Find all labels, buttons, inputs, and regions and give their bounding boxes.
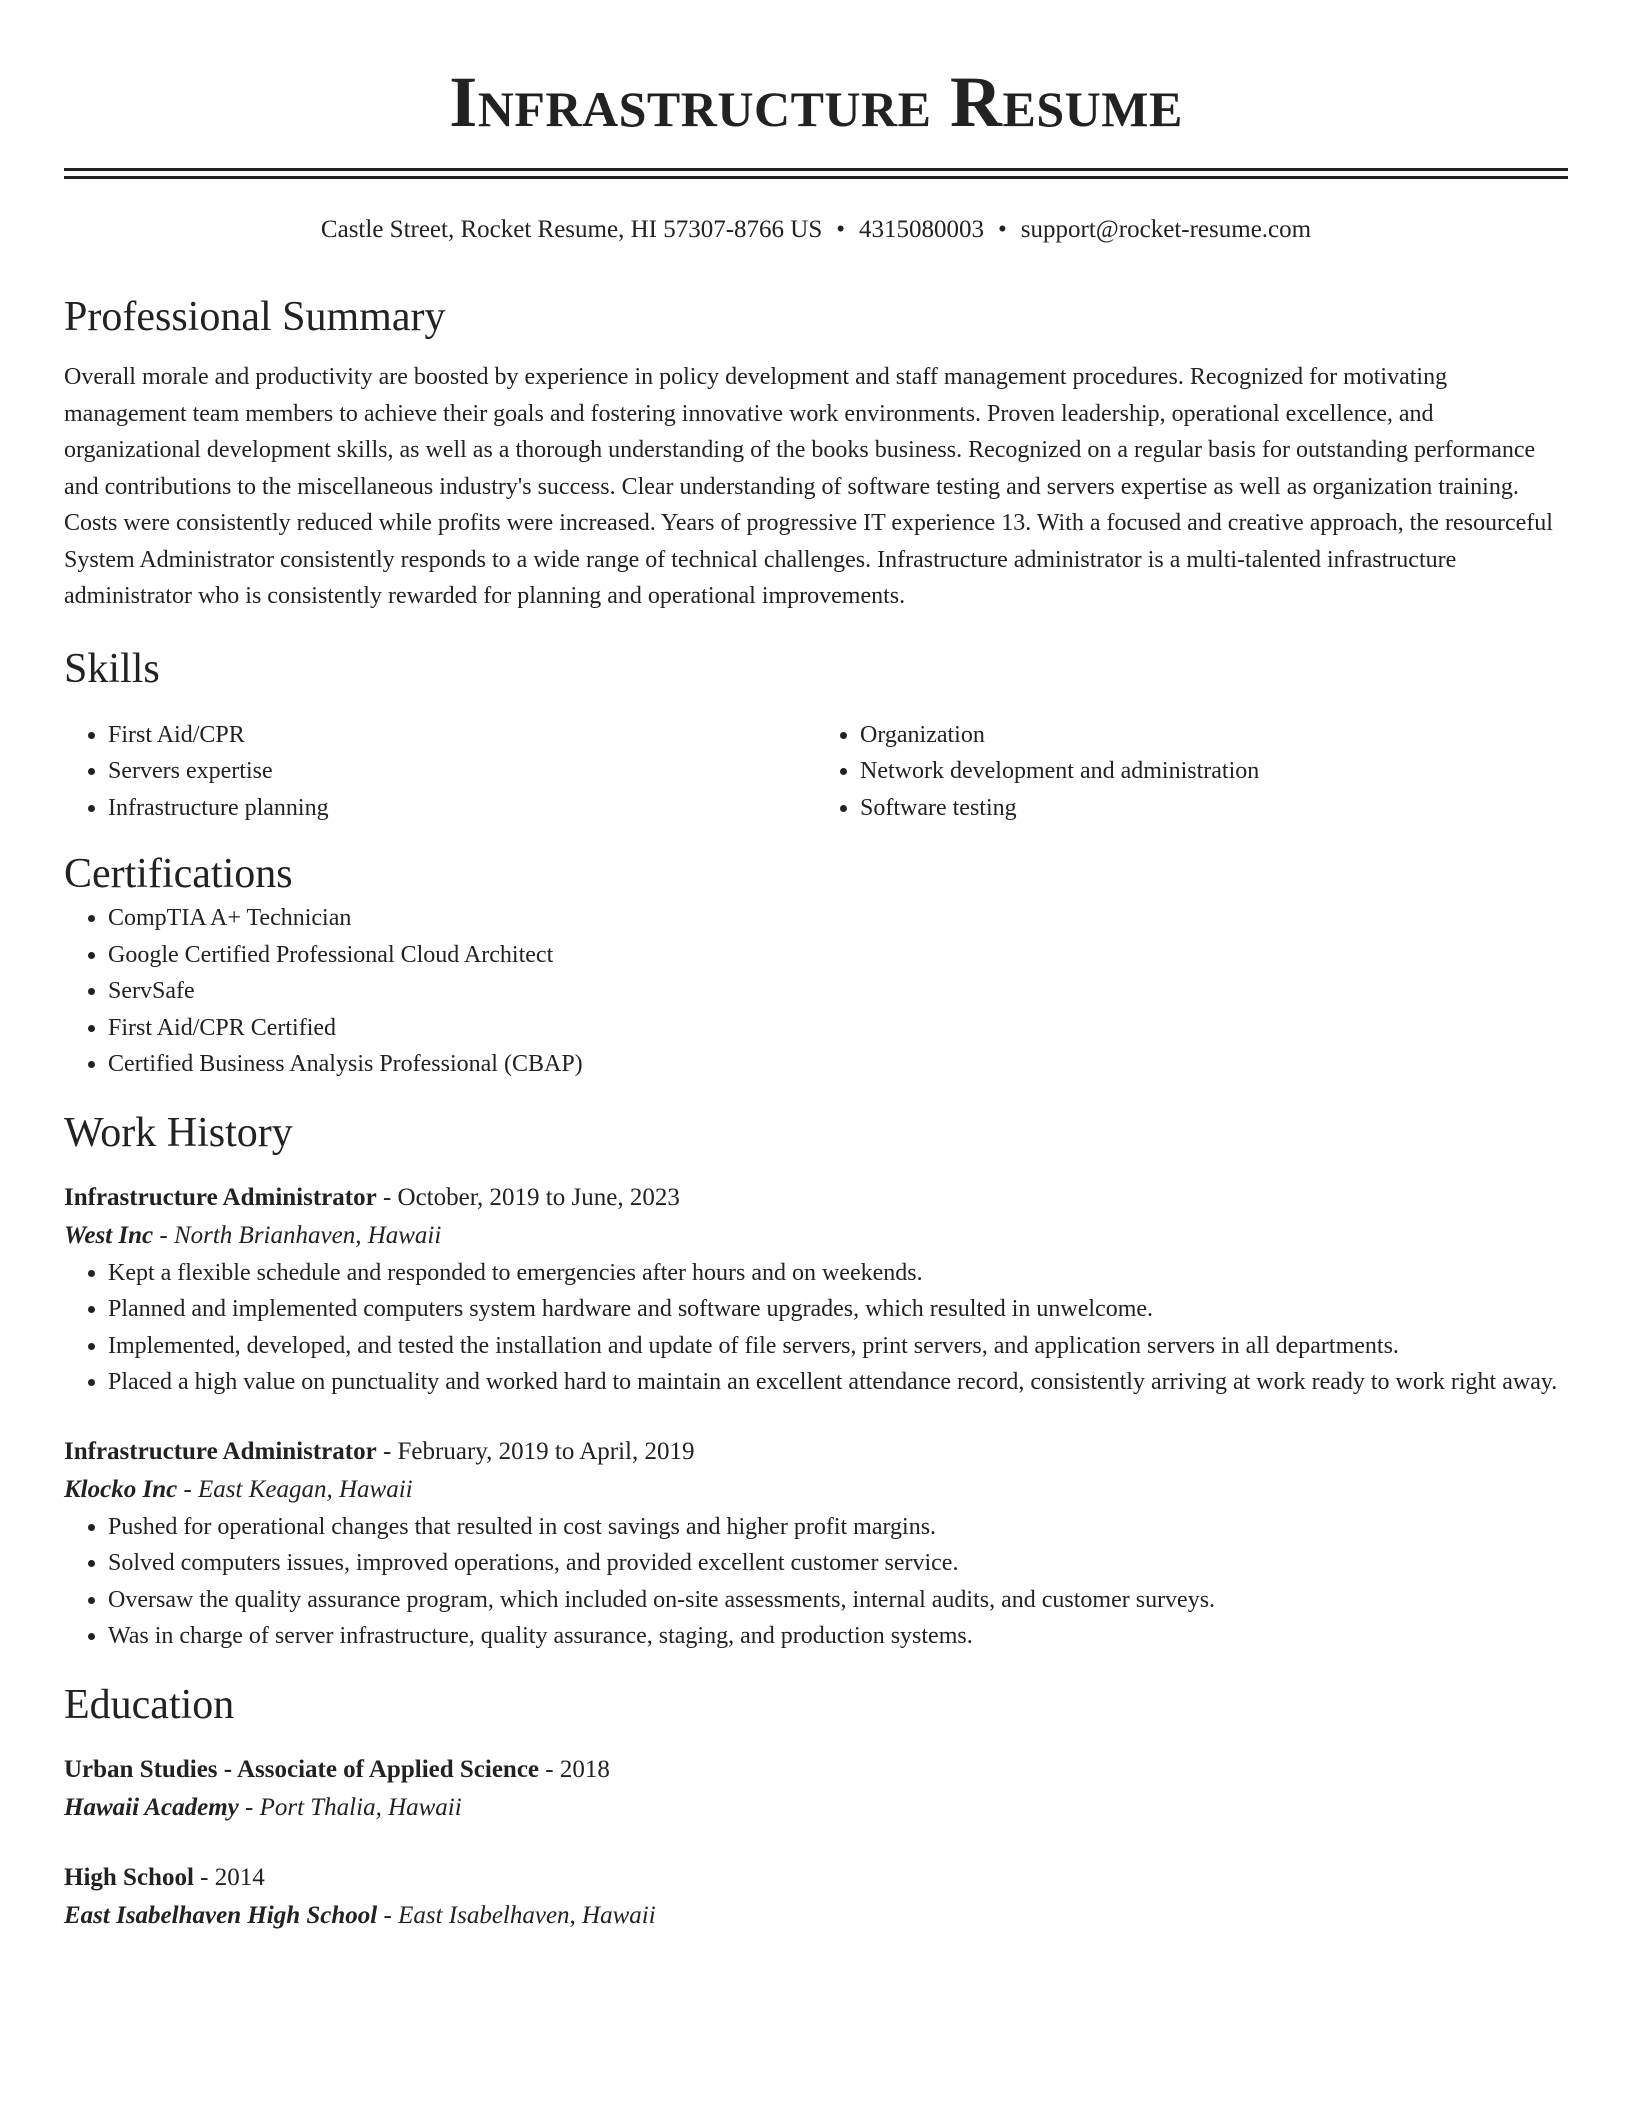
certifications-heading: Certifications (64, 851, 293, 897)
job-bullet: • Placed a high value on punctuality and worked hard to maintain an excellent attendance record, consistently arriving at work ready to work right away. (108, 1364, 1568, 1401)
skills-heading: Skills (64, 645, 160, 692)
education-degree: Urban Studies - Associate of Applied Science (64, 1755, 540, 1783)
work-history-section (64, 1107, 1568, 1655)
job-dates: - October, 2019 to June, 2023 (376, 1183, 680, 1211)
certification-item: • ServSafe (108, 973, 1568, 1010)
skill-item: • Software testing (860, 790, 1568, 827)
contact-line (64, 213, 1568, 247)
job-bullet: • Solved computers issues, improved operations, and provided excellent customer service. (108, 1545, 1568, 1582)
skills-grid (64, 717, 1568, 827)
job-bullet: • Pushed for operational changes that resulted in cost savings and higher profit margins. (108, 1509, 1568, 1546)
skill-item: • First Aid/CPR (108, 717, 816, 754)
job-bullet: • Planned and implemented computers system hardware and software upgrades, which resulted in unwelcome. (108, 1291, 1568, 1328)
education-degree-line (64, 1751, 1568, 1789)
job-bullet: • Oversaw the quality assurance program, which included on-site assessments, internal audits, and customer surveys. (108, 1582, 1568, 1619)
contact-email: support@rocket-resume.com (1020, 216, 1312, 243)
job-bullet: • Implemented, developed, and tested the installation and update of file servers, print servers, and application servers in all departments. (108, 1328, 1568, 1365)
education-year: - 2014 (193, 1863, 265, 1891)
education-degree-line (64, 1859, 1568, 1897)
education-heading: Education (64, 1681, 235, 1728)
education-location: - East Isabelhaven, Hawaii (377, 1901, 656, 1929)
job-company: West Inc (64, 1221, 154, 1249)
job-title: Infrastructure Administrator (64, 1437, 377, 1465)
job-location: - North Brianhaven, Hawaii (153, 1221, 442, 1249)
skill-item: • Organization (860, 717, 1568, 754)
job-bullet: • Kept a flexible schedule and responded to emergencies after hours and on weekends. (108, 1255, 1568, 1292)
certifications-list (64, 900, 1568, 1083)
certification-item: • Google Certified Professional Cloud Architect (108, 937, 1568, 974)
job-title-line (64, 1179, 1568, 1217)
skill-item: • Infrastructure planning (108, 790, 816, 827)
job-title-line (64, 1433, 1568, 1471)
job-bullet: • Was in charge of server infrastructure, quality assurance, staging, and production systems. (108, 1618, 1568, 1655)
skills-list-left (64, 717, 816, 827)
education-degree: High School (64, 1863, 194, 1891)
certification-item: • Certified Business Analysis Professional (CBAP) (108, 1046, 1568, 1083)
job-bullets (64, 1509, 1568, 1655)
education-year: - 2018 (539, 1755, 610, 1783)
certification-item: • First Aid/CPR Certified (108, 1010, 1568, 1047)
skill-item: • Network development and administration (860, 753, 1568, 790)
work-history-heading: Work History (64, 1109, 293, 1156)
title-divider (64, 168, 1568, 179)
education-entry (64, 1859, 1568, 1935)
certifications-section (64, 848, 1568, 1083)
education-entry (64, 1751, 1568, 1827)
job-entry (64, 1433, 1568, 1655)
contact-phone: 4315080003 (859, 216, 985, 243)
summary-text: Overall morale and productivity are boosted by experience in policy development and staff management procedures. Recognized for motivating management team members to achieve their goals and fostering innovative work environments. Proven leadership, operational excellence, and organizational development skills, as well as a thorough understanding of the books business. Recognized on a regular basis for outstanding performance and contributions to the miscellaneous industry's success. Clear understanding of software testing and servers expertise as well as organization training. Costs were consistently reduced while profits were increased. Years of progressive IT experience 13. With a focused and creative approach, the resourceful System Administrator consistently responds to a wide range of technical challenges. Infrastructure administrator is a multi-talented infrastructure administrator who is consistently rewarded for planning and operational improvements. (64, 364, 1553, 609)
education-school-line (64, 1897, 1568, 1935)
summary-heading: Professional Summary (64, 294, 446, 340)
contact-separator: • (998, 216, 1007, 243)
skills-list-right (816, 717, 1568, 827)
skills-column-right (816, 717, 1568, 827)
job-company-line (64, 1471, 1568, 1509)
job-dates: - February, 2019 to April, 2019 (376, 1437, 695, 1465)
job-location: - East Keagan, Hawaii (177, 1475, 413, 1503)
certification-item: • CompTIA A+ Technician (108, 900, 1568, 937)
job-title: Infrastructure Administrator (64, 1183, 377, 1211)
education-school: Hawaii Academy (64, 1793, 239, 1821)
job-company-line (64, 1217, 1568, 1255)
education-location: - Port Thalia, Hawaii (238, 1793, 462, 1821)
education-school: East Isabelhaven High School (64, 1901, 378, 1929)
job-entry (64, 1179, 1568, 1401)
skill-item: • Servers expertise (108, 753, 816, 790)
contact-separator: • (836, 216, 846, 243)
summary-section (64, 291, 1568, 615)
education-school-line (64, 1789, 1568, 1827)
skills-section (64, 643, 1568, 827)
education-section (64, 1679, 1568, 1935)
skills-column-left (64, 717, 816, 827)
job-bullets (64, 1255, 1568, 1401)
resume-title: Infrastructure Resume (449, 62, 1183, 142)
job-company: Klocko Inc (64, 1475, 178, 1503)
contact-address: Castle Street, Rocket Resume, HI 57307-8766 US (320, 216, 823, 243)
